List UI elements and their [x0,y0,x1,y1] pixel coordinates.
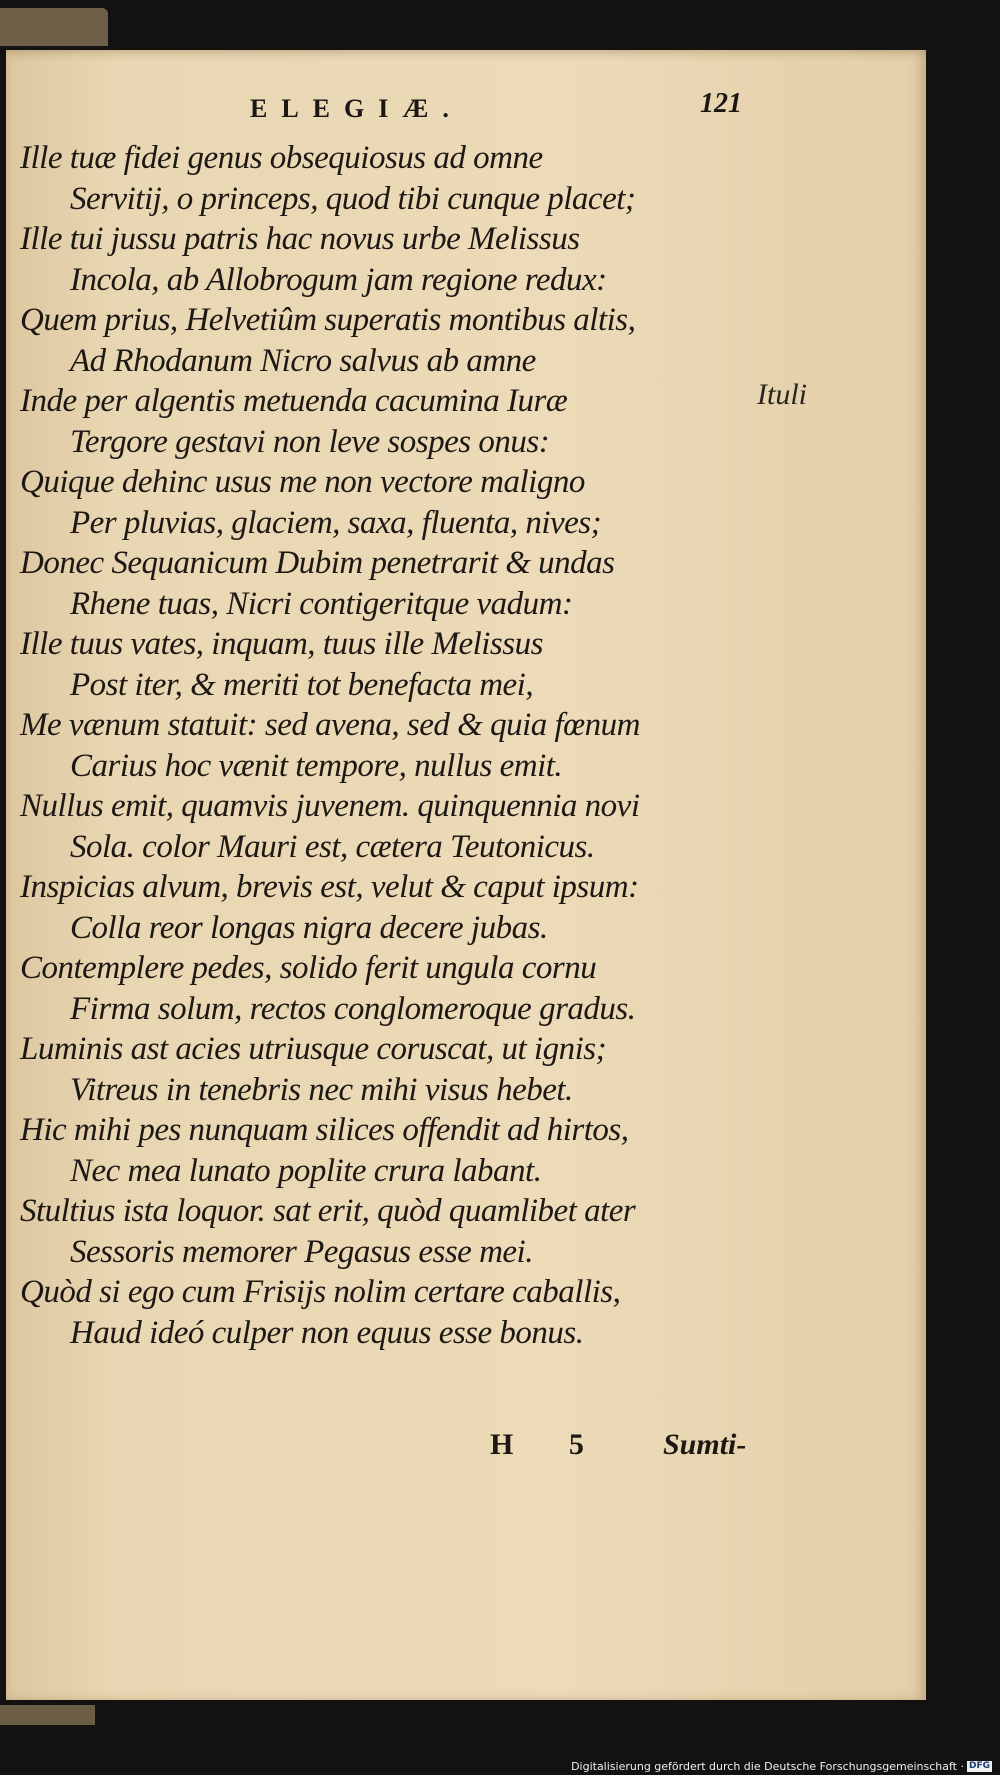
verse-line: Ille tuæ fidei genus obsequiosus ad omne [20,140,543,176]
verse-line: Carius hoc vænit tempore, nullus emit. [70,747,563,784]
verse-line: Colla reor longas nigra decere jubas. [70,909,548,946]
verse-line: Quique dehinc usus me non vectore maligno [20,464,585,500]
verse-line: Haud ideó culper non equus esse bonus. [70,1314,584,1351]
verse-line: Sola. color Mauri est, cætera Teutonicus. [70,828,595,865]
verse-line: Firma solum, rectos conglomeroque gradus. [70,990,636,1027]
verse-line: Per pluvias, glaciem, saxa, fluenta, nives; [70,504,602,541]
verse-line: Nec mea lunato poplite crura labant. [70,1152,542,1189]
verse-line: Ille tui jussu patris hac novus urbe Melissus [20,221,580,257]
verse-line: Hic mihi pes nunquam silices offendit ad hirtos, [20,1112,629,1148]
digitization-credit [571,1760,992,1773]
verse-line: Quòd si ego cum Frisijs nolim certare caballis, [20,1274,621,1310]
verse-line: Quem prius, Helvetiûm superatis montibus altis, [20,302,636,338]
verse-line: Contemplere pedes, solido ferit ungula cornu [20,950,597,986]
verse-line: Servitij, o princeps, quod tibi cunque placet; [70,180,636,217]
page-number: 121 [700,88,742,119]
verse-line: Nullus emit, quamvis juvenem. quinquennia novi [20,788,640,824]
verse-line: Post iter, & meriti tot benefacta mei, [70,666,534,703]
verse-line: Me vænum statuit: sed avena, sed & quia fœnum [20,707,641,743]
verse-line: Rhene tuas, Nicri contigeritque vadum: [70,585,573,622]
credit-text: Digitalisierung gefördert durch die Deutsche Forschungsgemeinschaft · [571,1760,964,1773]
dfg-logo: DFG [968,1761,990,1771]
margin-note: Ituli [757,378,807,411]
catchword: Sumti- [663,1428,747,1461]
verse-line: Inde per algentis metuenda cacumina Iuræ [20,383,568,419]
verse-line: Incola, ab Allobrogum jam regione redux: [70,261,607,298]
signature-mark: H 5 [490,1428,608,1461]
verse-line: Luminis ast acies utriusque coruscat, ut ignis; [20,1031,607,1067]
running-head: ELEGIÆ. [250,94,463,123]
verse-line: Tergore gestavi non leve sospes onus: [70,423,550,460]
page-tab-top [0,8,108,46]
page-tab-bottom [0,1705,95,1725]
verse-line: Ad Rhodanum Nicro salvus ab amne [70,342,536,379]
verse-line: Stultius ista loquor. sat erit, quòd quamlibet ater [20,1193,636,1229]
verse-list [20,138,920,1353]
verse-line: Sessoris memorer Pegasus esse mei. [70,1233,533,1270]
verse-line: Inspicias alvum, brevis est, velut & caput ipsum: [20,869,639,905]
verse-line: Vitreus in tenebris nec mihi visus hebet. [70,1071,573,1108]
verse-line: Donec Sequanicum Dubim penetrarit & undas [20,545,615,581]
verse-line: Ille tuus vates, inquam, tuus ille Melissus [20,626,543,662]
